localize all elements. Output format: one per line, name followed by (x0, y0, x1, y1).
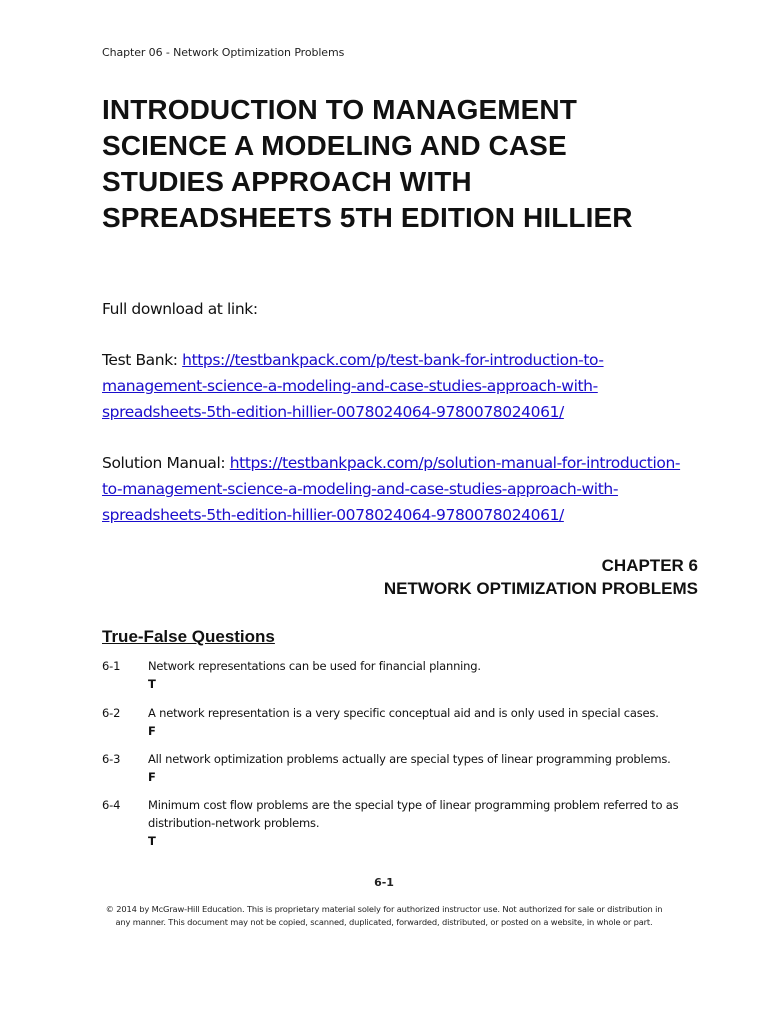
title-line-2: SCIENCE A MODELING AND CASE (102, 130, 567, 161)
chapter-name: NETWORK OPTIMIZATION PROBLEMS (383, 579, 698, 598)
chapter-heading (384, 554, 698, 600)
running-header: Chapter 06 - Network Optimization Problems (102, 46, 345, 59)
question-answer: T (148, 834, 156, 848)
question-number: 6-3 (102, 752, 121, 766)
title-line-4: SPREADSHEETS 5TH EDITION HILLIER (102, 202, 633, 233)
question-item (102, 796, 682, 850)
question-item (102, 704, 682, 740)
page-number: 6-1 (374, 876, 394, 889)
question-item (102, 657, 682, 693)
title-line-1: INTRODUCTION TO MANAGEMENT (102, 94, 577, 125)
question-answer: T (148, 677, 156, 691)
title-line-3: STUDIES APPROACH WITH (102, 166, 472, 197)
question-text: Minimum cost flow problems are the special type of linear programming problem referred to as distribution-network problems. (148, 798, 679, 830)
question-text: Network representations can be used for financial planning. (148, 659, 481, 673)
question-number: 6-1 (102, 659, 121, 673)
test-bank-label: Test Bank: (102, 351, 183, 369)
chapter-number: CHAPTER 6 (601, 556, 698, 575)
section-heading: True-False Questions (102, 627, 275, 646)
question-text: A network representation is a very specific conceptual aid and is only used in special cases. (148, 706, 659, 720)
solution-manual-block (102, 450, 682, 528)
test-bank-link[interactable]: https://testbankpack.com/p/test-bank-for-introduction-to-management-science-a-modeling-and-case-studies-approach-with-spreadsheets-5th-edition-hillier-0078024064-9780078024061/ (102, 351, 604, 421)
question-number: 6-4 (102, 798, 121, 812)
solution-manual-label: Solution Manual: (102, 454, 230, 472)
question-answer: F (148, 724, 156, 738)
document-title (102, 92, 722, 236)
question-number: 6-2 (102, 706, 121, 720)
test-bank-block (102, 347, 682, 425)
solution-manual-link[interactable]: https://testbankpack.com/p/solution-manual-for-introduction-to-management-science-a-modeling-and-case-studies-approach-with-spreadsheets-5th-edition-hillier-0078024064-9780078024061/ (102, 454, 681, 524)
question-answer: F (148, 770, 156, 784)
question-text: All network optimization problems actually are special types of linear programming problems. (148, 752, 671, 766)
full-download-intro: Full download at link: (102, 300, 258, 318)
question-item (102, 750, 682, 786)
copyright-notice: © 2014 by McGraw-Hill Education. This is proprietary material solely for authorized instructor use. Not authorized for sale or distribution in any manner. This document may not be copied, scanned, duplicated, forwarded, distributed, or posted on a website, in whole or part. (105, 904, 663, 927)
